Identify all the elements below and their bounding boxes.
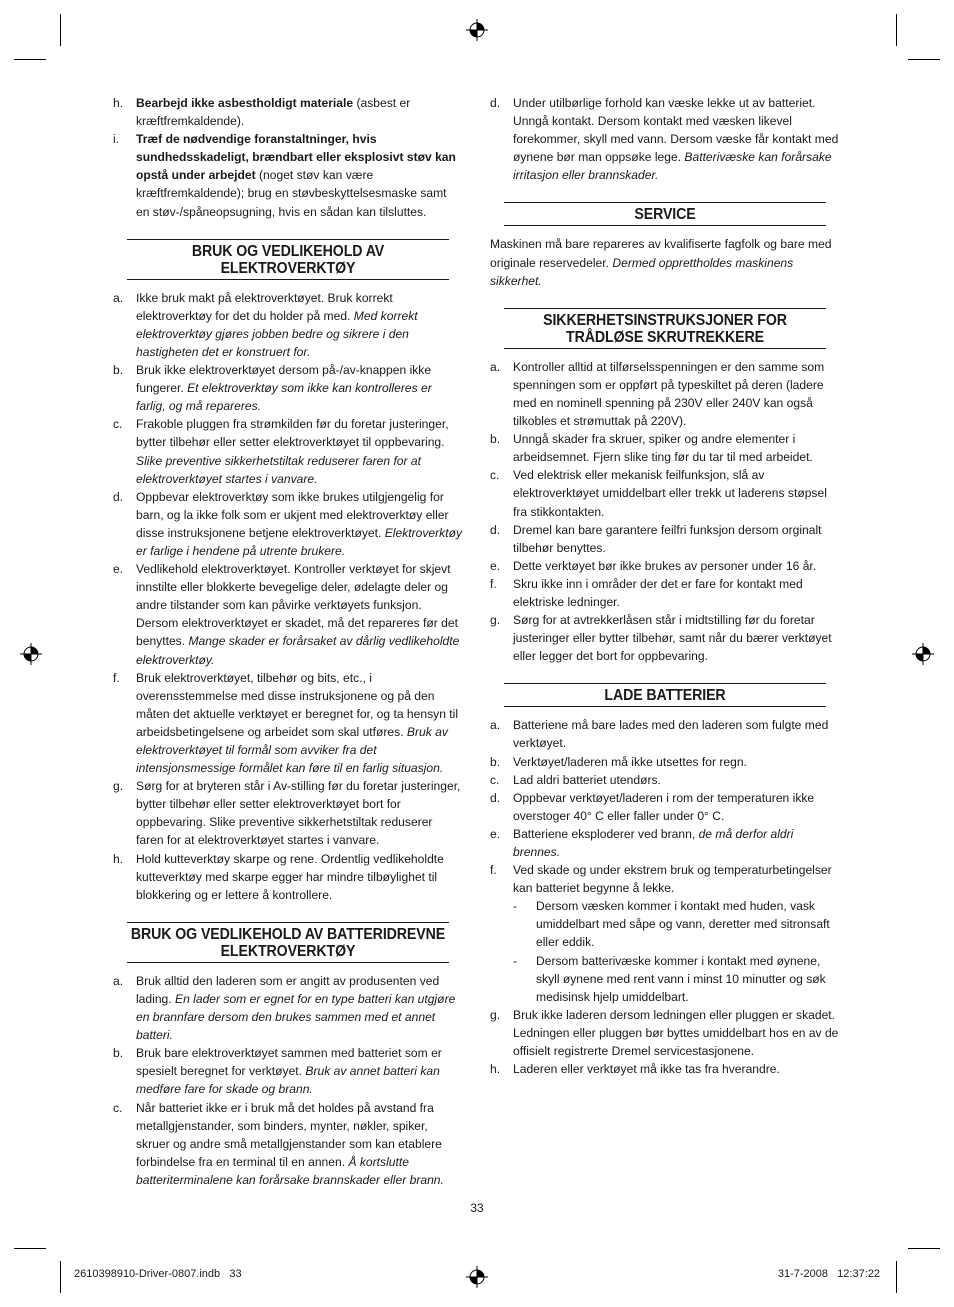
list-item [490,466,840,520]
list-item [113,850,463,904]
text-run: Dersom væsken kommer i kontakt med huden, vask umiddelbart med såpe og vann, deretter med sitronsaft eller eddik. [536,899,830,950]
list-item [113,415,463,487]
list-subitem [513,952,840,1006]
text-run: Bruk alltid den laderen som er angitt av produsenten ved lading. [136,973,440,1006]
list-item-label: d. [490,96,501,110]
crop-mark [908,1248,940,1249]
crop-mark [14,1248,46,1249]
section-heading-service: SERVICE [504,202,826,226]
italic-text: Mange skader er forårsaket av dårlig vedlikeholdte elektroverktøy. [136,634,460,667]
italic-text: En lader som er egnet for en type batteri kan utgjøre en brannfare dersom den brukes sammen med et annet batteri. [136,991,456,1043]
list-item [490,94,840,184]
list-item-text [136,850,463,904]
list-item-text [513,94,840,184]
text-run: Bruk elektroverktøyet, tilbehør og bits, etc., i overensstemmelse med disse instruksjonene og på den måten det aktuelle verktøyet er beregnet for, og ta hensyn til arbeidsbetingelsene og arbeidet som skal utføres. [136,670,459,739]
list-item-label: d. [490,790,501,805]
list-item-text [513,753,840,771]
registration-mark-icon [466,19,488,41]
text-run: Hold kutteverktøy skarpe og rene. Ordentlig vedlikeholdte kutteverktøy med skarpe egger har mindre tilbøylighet til blokkering og er lettere å kontrollere. [136,851,444,902]
maintenance-list [113,289,463,904]
list-item-label: c. [113,417,123,432]
left-column [113,94,463,1189]
text-run: Oppbevar verktøyet/laderen i rom der temperaturen ikke overstoger 40° C eller faller under 0° C. [513,790,815,823]
list-item [113,560,463,669]
list-item [113,1099,463,1189]
list-item [490,430,840,466]
list-item [113,1044,463,1098]
text-run: Dette verktøyet bør ikke brukes av personer under 16 år. [513,558,817,573]
list-item-label: b. [113,1046,124,1061]
list-item-text [136,289,463,361]
text-run: Skru ikke inn i områder der det er fare for kontakt med elektriske ledninger. [513,576,803,609]
list-item-text [136,972,463,1044]
list-item [490,521,840,557]
list-item-text [136,777,463,849]
text-run: Dremel kan bare garantere feilfri funksjon dersom orginalt tilbehør benyttes. [513,522,822,555]
list-item-label: b. [490,754,501,769]
list-item-text [513,557,840,575]
text-run: (noget støv kan være kræftfremkaldende); brug en støvbeskyttelsesmaske samt en støv-/spåneopsugning, hvis en sådan kan tilsluttes. [136,168,447,219]
crop-mark [60,1261,61,1293]
list-item [113,488,463,560]
list-item-label: g. [113,779,124,794]
italic-text: Å kortslutte batteriterminalene kan forårsake brannskader eller brann. [136,1154,444,1187]
list-item-label: e. [113,562,124,577]
crop-mark [896,14,897,46]
text-run: Unngå skader fra skruer, spiker og andre elementer i arbeidsemnet. Fjern slike ting før du tar til med arbeidet. [513,432,813,465]
italic-text: Bruk av annet batteri kan medføre fare for skade og brann. [136,1064,440,1097]
list-item-label: c. [490,772,500,787]
section-heading-lade-batterier: LADE BATTERIER [504,683,826,707]
list-item-text [136,560,463,669]
text-run: Lad aldri batteriet utendørs. [513,772,661,787]
list-item-label: g. [490,613,501,628]
text-run: Under utilbørlige forhold kan væske lekke ut av batteriet. Unngå kontakt. Dersom kontakt med væsken likevel forekommer, skyll med vann. Dersom væske får kontakt med øynene bør man oppsøke lege. [513,96,839,165]
list-item [490,789,840,825]
right-column [490,94,840,1078]
list-item-label: a. [113,973,124,988]
registration-mark-icon [466,1266,488,1288]
list-item-label: h. [113,96,124,110]
list-item-label: d. [490,522,501,537]
text-run: Ved elektrisk eller mekanisk feilfunksjon, slå av elektroverktøyet umiddelbart eller trekk ut laderens støpsel fra stikkontakten. [513,468,827,519]
italic-text: Bruk av elektroverktøyet til formål som avviker fra det intensjonsmessige formålet kan føre til en farlig situasjon. [136,724,448,776]
list-item-label: e. [490,826,501,841]
list-item-text [513,575,840,611]
text-run: Sørg for at bryteren står i Av-stilling før du foretar justeringer, bytter tilbehør eller setter elektroverktøyet bort for oppbevaring. Slike preventive sikkerhetstiltak reduserer faren for at elektroverktøyet startes i vanvare. [136,779,461,848]
list-subitem-dash: - [513,953,518,968]
list-item-label: a. [490,359,501,374]
italic-text: Med korrekt elektroverktøy gjøres jobben bedre og sikrere i den hastigheten det er konstruert for. [136,308,418,359]
list-item-label: a. [113,290,124,305]
list-item-label: h. [113,851,124,866]
list-item-label: h. [490,1062,501,1077]
crop-mark [14,59,46,60]
list-item-text [136,130,463,220]
intro-list [113,94,463,221]
screwdriver-safety-list [490,358,840,666]
crop-mark [908,59,940,60]
list-item [490,1006,840,1060]
list-item-text [136,669,463,778]
footer-timestamp: 31-7-2008 12:37:22 [777,1268,880,1280]
list-item [113,289,463,361]
list-item [490,575,840,611]
text-run: Dersom batterivæske kommer i kontakt med øynene, skyll øynene med rent vann i minst 10 minutter og søk medisinsk hjelp umiddelbart. [536,953,826,1004]
intro-list [490,94,840,184]
list-item-label: f. [490,863,497,878]
text-run: Verktøyet/laderen må ikke utsettes for regn. [513,754,747,769]
text-run: Sørg for at avtrekkerlåsen står i midtstilling før du foretar justeringer eller bytter tilbehør, samt når du bærer verktøyet eller legger det bort for oppbevaring. [513,613,832,664]
list-item-label: f. [490,576,497,591]
italic-text: Batterivæske kan forårsake irritasjon eller brannskader. [513,150,832,183]
text-run: Laderen eller verktøyet må ikke tas fra hverandre. [513,1062,780,1077]
text-run: Når batteriet ikke er i bruk må det holdes på avstand fra metallgjenstander, som binders, mynter, nøkler, spiker, skruer og andre små metallgjenstander som kan etablere forbindelse fra en terminal til en annen. [136,1100,442,1169]
list-item-label: i. [113,132,120,147]
italic-text: de må derfor aldri brennes. [513,826,794,859]
list-item [113,669,463,778]
footer-file-info: 2610398910-Driver-0807.indb 33 [74,1268,242,1280]
section-heading-skrutrekkere: SIKKERHETSINSTRUKSJONER FOR TRÅDLØSE SKRUTREKKERE [504,308,826,349]
list-item [490,771,840,789]
list-item [113,130,463,220]
text-run: Kontroller alltid at tilførselsspenningen er den samme som spenningen som er oppført på typeskiltet på deren (ladere med en nominell spenning på 230V eller 240V kan også tilkobles et strømuttak på 220V). [513,359,825,429]
text-run: Ved skade og under ekstrem bruk og temperaturbetingelser kan batteriet begynne å lekke. [513,863,832,896]
section-heading-bruk-og-vedlikehold: BRUK OG VEDLIKEHOLD AV ELEKTROVERKTØY [127,239,449,280]
list-item-label: e. [490,558,501,573]
list-item-text [513,611,840,665]
list-item [490,861,840,1006]
list-item [490,753,840,771]
service-paragraph [490,235,840,289]
list-item [490,716,840,752]
bold-text: Træf de nødvendige foranstaltninger, hvis sundhedsskadeligt, brændbart eller eksplosivt støv kan opstå under arbejdet [136,132,456,183]
list-item [113,777,463,849]
text-run: Batteriene eksploderer ved brann, [513,826,699,841]
text-run: Maskinen må bare repareres av kvalifiserte fagfolk og bare med originale reservedeler. [490,237,832,270]
list-item-text [136,415,463,487]
list-item [490,557,840,575]
italic-text: Slike preventive sikkerhetstiltak reduserer faren for at elektroverktøyet startes i vanvare. [136,453,422,486]
registration-mark-icon [912,643,934,665]
list-item-label: d. [113,489,124,504]
crop-mark [60,14,61,46]
text-run: Bruk ikke laderen dersom ledningen eller pluggen er skadet. Ledningen eller pluggen bør byttes umiddelbart hos en av de offisielt registrerte Dremel servicestasjonene. [513,1007,839,1059]
list-item-text [136,94,463,130]
text-run: Vedlikehold elektroverktøyet. Kontroller verktøyet for skjevt innstilte eller blokkerte bevegelige deler, ødelagte deler og andre tilstander som kan påvirke verktøyets funksjon. Dersom elektroverktøyet er skadet, må det repareres før det benyttes. [136,562,458,649]
list-item-label: b. [490,432,501,447]
list-subitem [513,897,840,951]
charging-list [490,716,840,1078]
italic-text: Dermed opprettholdes maskinens sikkerhet. [490,255,794,288]
list-item-text [513,1006,840,1060]
page-number: 33 [470,1201,484,1215]
list-item-text [513,825,840,861]
list-subitem-text [536,952,840,1006]
list-item-text [136,361,463,415]
list-item [113,972,463,1044]
list-item-label: g. [490,1007,501,1022]
list-item-text [513,466,840,520]
list-item-text [136,488,463,560]
text-run: Frakoble pluggen fra strømkilden før du foretar justeringer, bytter tilbehør eller setter elektroverktøyet til oppbevaring. [136,417,449,450]
list-item-text [513,430,840,466]
list-item-text [513,771,840,789]
list-item [490,611,840,665]
list-item [490,825,840,861]
bold-text: Bearbejd ikke asbestholdigt materiale [136,96,354,110]
list-item [113,94,463,130]
crop-mark [896,1261,897,1293]
list-item-text [513,789,840,825]
text-run: Batteriene må bare lades med den laderen som fulgte med verktøyet. [513,718,829,751]
list-item-text [513,358,840,430]
list-item [490,1060,840,1078]
list-item-text [513,1060,840,1078]
list-item-text [136,1099,463,1189]
list-item [490,358,840,430]
list-item-label: b. [113,363,124,378]
text-run: Bruk ikke elektroverktøyet dersom på-/av-knappen ikke fungerer. [136,363,432,396]
text-run: Bruk bare elektroverktøyet sammen med batteriet som er spesielt beregnet for verktøyet. [136,1046,442,1079]
list-item-text [513,716,840,752]
italic-text: Elektroverktøy er farlige i hendene på utrente brukere. [136,525,463,558]
list-subitem-text [536,897,840,951]
list-item-text [513,521,840,557]
list-item-label: c. [490,468,500,483]
text-run: Oppbevar elektroverktøy som ikke brukes utilgjengelig for barn, og la ikke folk som er ukjent med elektroverktøy eller disse instruksjonene betjene elektroverktøyet. [136,489,449,540]
text-run: (asbest er kræftfremkaldende). [136,96,411,129]
list-item-label: c. [113,1100,123,1115]
italic-text: Et elektroverktøy som ikke kan kontrolleres er farlig, og må repareres. [136,381,432,414]
list-item-text [513,861,840,897]
list-item-text [136,1044,463,1098]
list-subitem-dash: - [513,899,518,914]
list-item-label: f. [113,670,120,685]
registration-mark-icon [20,643,42,665]
battery-tool-list [113,972,463,1189]
list-item-label: a. [490,718,501,733]
text-run: Ikke bruk makt på elektroverktøyet. Bruk korrekt elektroverktøy for det du holder på med. [136,290,393,323]
list-item [113,361,463,415]
section-heading-batteridrevne: BRUK OG VEDLIKEHOLD AV BATTERIDREVNE ELEKTROVERKTØY [127,922,449,963]
